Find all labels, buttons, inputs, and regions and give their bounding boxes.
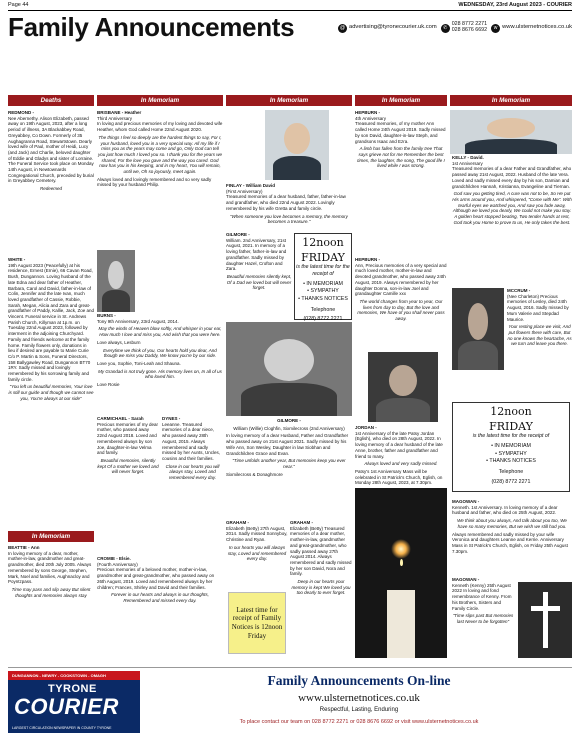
notice-finlay: FINLAY - William David (First Anniversary) Treasured memories of a dear husband, father, father-in-law and grandfather, who died 22nd August 2022. Lovingly remembered by his wife Gretta and family circle. "When someone you love becomes a memory, the memory becomes a treasure."	[226, 183, 348, 225]
notice-cromie: CROMIE - Elsie. (Fourth Anniversary) Precious memories of a beloved mother, mother-in-law, grandmother and great-grandmother, who passed away on 26th August, 2019. Loved and remembered always by her children; Frances, Shirley and David and their families. Forever in our hearts and always in our thoughts, Remembered and missed every day.	[97, 556, 215, 603]
online-tagline: Respectful, Lasting, Enduring	[319, 707, 399, 714]
online-title: Family Announcements On-line	[267, 673, 451, 688]
photo-mccrum	[452, 288, 504, 370]
candle-image	[355, 488, 447, 658]
deaths-header: Deaths	[8, 95, 94, 106]
online-notices-promo	[150, 672, 568, 726]
in-memoriam-header-3: In Memoriam	[355, 95, 447, 106]
in-memoriam-header-deaths-col: In Memoriam	[8, 531, 94, 542]
notice-carmichael: CARMICHAEL - Sarah Precious memories of my dear mother, who passed away 22nd August 2018. Loved and remembered always by son Joe, daughter-in-law Velma and family. Beautiful memories, silently kept Of a mother we loved and will never forget.	[97, 416, 159, 475]
phone-contact[interactable]: ✆ 028 8772 2271 028 8676 6692	[441, 22, 487, 34]
photo-kelly	[450, 110, 572, 154]
ad-item: • IN MEMORIAM	[491, 442, 531, 449]
ad-item: • IN MEMORIAM	[303, 280, 343, 287]
notice-beattie: BEATTIE - Ann In loving memory of a dear, mother, mother-in-law, grandmother and great-grandmother, died 20th July 2005. Always remembered by sons George, Stephen, Mark, Noel and families, Aughnacloy and Poyntzpass. Time may pass and slip away But silent thoughts and memories always stay	[8, 545, 92, 598]
online-contact: To place contact our team on 028 8772 2271 or 028 8676 6692 or visit www.ulsternetnotices.co.uk	[239, 719, 479, 726]
notice-burns: BURNS - Tony 9th Anniversary, 23rd August, 2014. May the winds of Heaven blow softly, And whisper in your ear, How much I love and miss you, And wish that you were here. Love always, Lesburn Everytime we think of you, Our hearts hold you dear, And though we miss you Daddy, We know you're by our side. Love you, Sophie, Toni-Leah and Shauna. My Grandad is not truly gone. His memory lives on, In all of us who loved him. Love Rosie	[97, 313, 222, 388]
email-contact[interactable]: @ advertising@tyronecourier.uk.com	[339, 24, 437, 31]
notice-redmond: REDMOND - Nee Abernethy. Alison Elizabeth, passed away on 19th August, 2023, after a long period of illness, 3A Blackabbey Road, Greyabbey, Co Down. Formerly of 35 Aughagranna Road, Stewartstown. Dearly loved wife of Paul, mother of Heidi, Lucy (and Jack) and Charlie, beloved daughter of Eddie and Gladys and sister of Lorraine. The Funeral Service took place on Monday 14th August, in Newtownards Congregational Church, preceded by burial in Greyabbey Cemetery. Redeemed	[8, 110, 94, 192]
deadline-advert-2: 12noon FRIDAY is the latest time for the receipt of • IN MEMORIAM • SYMPATHY • THANKS NOTICES Telephone (028) 8772 2271	[452, 402, 570, 492]
notice-magowan-1: MAGOWAN - Kenneth. 1st Anniversary. In loving memory of a dear husband and father, who died on 25th August, 2022. We think about you always, And talk about you too, We have so many memories, But we wish we still had you. Always remembered and sadly missed by your wife Veronica and daughters Leanne and Kerrie. Anniversary Mass in St Patrick's Church, Eglish, on Friday 25th August 7.30pm.	[452, 499, 568, 554]
page-number: Page 44	[8, 2, 29, 8]
notice-mccrum: MCCRUM - (Nee Charleton) Precious memories of Lesley, died 24th August, 2016. Sadly missed by Mum Valerie and Stepdad Maurice. Your resting place we visit, And put flowers there with care, But no one knows the heartache, As we turn and leave you there.	[507, 288, 572, 347]
notice-kelly: KELLY - David. 1st Anniversary Treasured memories of a dear Father and Grandfather, who passed away 21st August, 2022. Husband of the late Vera. Loved and sadly missed every day by his son, Damian and grandchildren Hannah, Kristianna, Evangeline and Tiernan. God saw you getting tired, A cure was not to be, So He put His arms around you, And whispered, "Come with Me". With tearful eyes we watched you, And saw you fade away, Although we loved you dearly, We could not make you stay. A golden heart stopped beating, Two tender hands at rest, God took you Home to prove to us, He only takes the best.	[452, 155, 572, 225]
ad-item: • SYMPATHY	[307, 288, 339, 295]
notice-dynes: DYNES - Leeanne. Treasured memories of a dear niece, who passed away 28th August, 2015. Always remembered and sadly missed by her Aunts, Uncles, cousins and their families. Close in our hearts you will always stay, Loved and remembered every day.	[162, 416, 221, 481]
page-title: Family Announcements	[8, 12, 295, 43]
in-memoriam-header-1: In Memoriam	[97, 95, 223, 106]
cross-image	[518, 582, 572, 658]
page-header-bar	[8, 2, 572, 11]
web-contact[interactable]: w www.ulsternetnotices.co.uk	[491, 24, 572, 33]
email-icon: @	[339, 24, 346, 31]
notice-white: WHITE - 19th August 2023 (Peacefully) at his residence, Ernest (Ernie), 66 Cavan Road, Bush, Dungannon. Loving husband of the late Edna and dear father of Heather, Barbara, Carol and David, father-in-law of Colin, Jennifer and the late Ivan, much loved grandfather of Cassie, Robbie, Sarah, Megan, Alicia and Zara and great-grandfather of Paddy, Kallie, Jack, Zoe and Vincent. Funeral service in St. Andrews Parish Church, Killyman at 1p.m. on Tuesday 22nd August 2023, followed by interment in the adjoining Churchyard. Family and friends welcome at the family home. Family flowers only, donations in lieu if desired are payable to Marie Curie C/o P. Martin & Sons, Funeral Directors, 158 Ballygawley Road, Dungannon BT70 1RY. Sadly missed and lovingly remembered by his sorrowing family and family circle. "You left us beautiful memories, Your love is still our guide and though we cannot see you, You're always at our side"	[8, 257, 94, 401]
online-url-link[interactable]: www.ulsternetnotices.co.uk	[298, 692, 420, 705]
masthead	[8, 12, 572, 44]
deadline-advert-1: 12noon FRIDAY is the latest time for the receipt of • IN MEMORIAM • SYMPATHY • THANKS NOTICES Telephone (028) 8772 2271	[294, 233, 352, 320]
phone-icon: ✆	[441, 24, 450, 33]
ad-item: • THANKS NOTICES	[298, 295, 348, 302]
notice-hepburn-1: HEPBURN - 4th Anniversary Treasured memories, of my mother Ann called Home 24th August 2019. Sadly missed by son David, daughter-in-law Steph, and grandsons Isaac and Ezra. A limb has fallen from the family tree That says grieve not for me Remember the best times, the laughter, the song, The good life I lived while I was strong.	[355, 110, 446, 169]
in-memoriam-header-4: In Memoriam	[450, 95, 572, 106]
contact-strip	[338, 22, 572, 34]
courier-logo[interactable]: DUNGANNON - NEWRY - COOKSTOWN - OMAGH TYRONE COURIER LARGEST CIRCULATION NEWSPAPER IN COUNTY TYRONE	[8, 671, 140, 733]
notice-graham-2: GRAHAM - Elizabeth (Betty) Treasured memories of a dear mother, mother-in-law, grandmother and great-grandmother, who sadly passed away 27th August 2014. Always remembered and sadly missed by her son David, Nora and family. Deep in our hearts your memory is kept We loved you too dearly to ever forget.	[290, 520, 352, 596]
photo-burns	[97, 250, 135, 312]
ad-item: • THANKS NOTICES	[486, 458, 536, 465]
notice-magowan-2: MAGOWAN - Kenneth (Kenny) 25th August 2022 In loving and fond remembrance of Kenny. From his Brothers, Sisters and Family Circle. "Time slips past But memories last Never to be forgotten"	[452, 577, 514, 624]
notice-gilmore-2: GILMORE - William (Willie) Cloghfin, Sixmilecross (2nd Anniversary) In loving memory of a dear Husband, Father and Grandfather who passed away on 21st August 2021. Sadly missed by his Wife Ann, Son Wesley, Daughter in law Siobhan and Grandchildren Grace and Evan. "Time unfolds another year, But memories keep you ever near." Sixmilecross & Donaghmore	[226, 418, 349, 477]
notice-graham-1: GRAHAM - Elizabeth (Betty) 27th August, 2014. Sadly missed Sonnyboy, Christine and Ryan. In our hearts you will always stay, Loved and remembered every day.	[226, 520, 288, 562]
in-memoriam-header-2: In Memoriam	[226, 95, 352, 106]
dateline: WEDNESDAY, 23rd August 2023 - COURIER	[458, 2, 572, 8]
deadline-advert-yellow: Latest time for receipt of Family Notices is 12noon Friday	[228, 592, 286, 654]
notice-brisbane: BRISBANE - Heather Third Anniversary In loving and precious memories of my loving and devoted wife Heather, whom God called Home 22nd August 2020. The things I feel so deeply are the hardest things to say, For I, your husband, loved you in a very special way. All my life if I miss you as the years may come and go, Only God can tell you just how much I loved you so. I thank you for the years we shared, For the love you gave and the way you cared. God now has you in his keeping, and in my heart, You will remain, until we, Oh so joyously, meet again. Always loved and lovingly remembered and so very sadly missed by your husband Philip.	[97, 110, 223, 188]
notice-hepburn-2: HEPBURN - Ann, Precious memories of a very special and much loved mother, mother-in-law and devoted grandmother, who passed away 24th August, 2019. Always remembered by her daughter Donna, son-in-law Joel and grandaughter Camille xxx The world changes from year to year, Our lives from day to day, But the love and memories, We have of you shall never pass away.	[355, 257, 447, 322]
photo-finlay	[265, 110, 329, 180]
photo-gilmore	[226, 322, 352, 416]
ad-item: • SYMPATHY	[495, 450, 527, 457]
footer-banner	[8, 667, 572, 735]
notice-gilmore-1: GILMORE - William. 2nd Anniversary, 21st August, 2021. In memory of a loving father, father-in-law and grandfather. Sadly missed by daughter Hazel, Crofton and Zara. Beautiful memories silently kept, Of a Dad we loved but will never forget.	[226, 232, 292, 291]
notice-jordan: JORDAN - 1st Anniversary of the late Patsy Jordan (Eglish), who died on 28th August, 2022. In loving memory of a dear husband of the late Anne, brother, father and grandfather and friend to many. Always loved and very sadly missed. Patsy's 1st Anniversary Mass will be celebrated in St Patrick's Church, Eglish, on Monday 28th August, 2023, at 7.30pm.	[355, 425, 443, 486]
globe-icon: w	[491, 24, 500, 33]
photo-jordan	[368, 352, 438, 422]
